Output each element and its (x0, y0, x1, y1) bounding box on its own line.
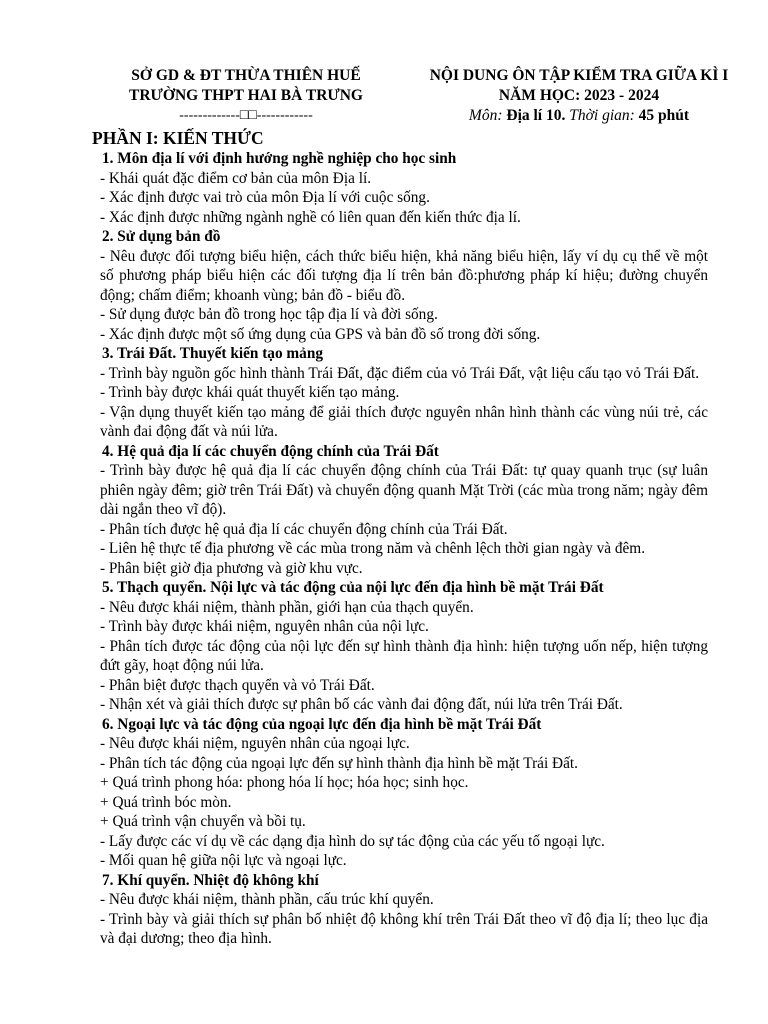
section-item: - Trình bày và giải thích sự phân bố nhiệt độ không khí trên Trái Đất theo vĩ độ địa lí; theo lục địa và đại dương; theo địa hình. (100, 910, 708, 947)
section-item: - Xác định được những ngành nghề có liên quan đến kiến thức địa lí. (100, 208, 521, 226)
section-block (90, 442, 708, 579)
subject-label: Môn: (468, 107, 507, 124)
section-title: 1. Môn địa lí với định hướng nghề nghiệp cho học sinh (102, 150, 457, 167)
section-item: - Trình bày được hệ quả địa lí các chuyển động chính của Trái Đất: tự quay quanh trục (sự luân phiên ngày đêm; giờ trên Trái Đất) và chuyển động quanh Mặt Trời (các mùa trong năm; ngày đêm dài ngắn theo vĩ độ). (100, 462, 708, 518)
section-item: - Phân biệt giờ địa phương và giờ khu vực. (100, 559, 363, 577)
department-name: SỞ GD & ĐT THỪA THIÊN HUẾ (131, 67, 361, 84)
section-title: 7. Khí quyển. Nhiệt độ không khí (102, 871, 319, 889)
section-item: - Khái quát đặc điểm cơ bản của môn Địa lí. (100, 169, 372, 187)
section-block (90, 227, 708, 344)
section-item: - Phân tích được hệ quả địa lí các chuyển động chính của Trái Đất. (100, 520, 508, 538)
exam-title: NỘI DUNG ÔN TẬP KIỂM TRA GIỮA KÌ I (429, 67, 729, 84)
section-item: - Vận dụng thuyết kiến tạo mảng để giải thích được nguyên nhân hình thành các vùng núi trẻ, các vành đai động đất và núi lửa. (100, 403, 708, 440)
section-item: + Quá trình bóc mòn. (100, 793, 232, 811)
sections-list (90, 149, 708, 949)
school-header (96, 66, 396, 126)
section-item: - Liên hệ thực tế địa phương về các mùa trong năm và chênh lệch thời gian ngày và đêm. (100, 540, 646, 557)
section-item: - Xác định được vai trò của môn Địa lí với cuộc sống. (100, 189, 430, 206)
section-item: + Quá trình phong hóa: phong hóa lí học; hóa học; sinh học. (100, 774, 469, 791)
section-item: - Nêu được đối tượng biểu hiện, cách thức biểu hiện, khả năng biểu hiện, lấy ví dụ cụ thể về một số phương pháp biểu hiện các đối tượng địa lí trên bản đồ:phương pháp kí hiệu; đường chuyển động; chấm điểm; khoanh vùng; bản đồ - biểu đồ. (100, 247, 708, 304)
section-item: - Nêu được khái niệm, thành phần, cấu trúc khí quyển. (100, 891, 434, 908)
time-label: Thời gian: (565, 107, 639, 124)
section-title: 5. Thạch quyển. Nội lực và tác động của nội lực đến địa hình bề mặt Trái Đất (102, 579, 604, 596)
section-block (90, 715, 708, 871)
subject-value: Địa lí 10. (506, 107, 566, 124)
section-block (90, 578, 708, 715)
section-item: - Xác định được một số ứng dụng của GPS và bản đồ số trong đời sống. (100, 325, 541, 343)
section-item: - Phân tích tác động của ngoại lực đến sự hình thành địa hình bề mặt Trái Đất. (100, 754, 578, 772)
header-separator: -------------□□------------ (179, 108, 313, 123)
section-title: 3. Trái Đất. Thuyết kiến tạo mảng (102, 345, 323, 362)
subject-line (404, 106, 754, 126)
section-title: 2. Sử dụng bản đồ (102, 228, 221, 245)
exam-header (404, 66, 754, 126)
section-item: - Trình bày nguồn gốc hình thành Trái Đất, đặc điểm của vỏ Trái Đất, vật liệu cấu tạo vỏ Trái Đất. (100, 364, 700, 382)
time-value: 45 phút (638, 107, 690, 124)
section-item: - Trình bày được khái quát thuyết kiến tạo mảng. (100, 384, 400, 401)
section-item: - Phân biệt được thạch quyển và vỏ Trái Đất. (100, 676, 375, 694)
section-item: - Lấy được các ví dụ về các dạng địa hình do sự tác động của các yếu tố ngoại lực. (100, 832, 605, 850)
section-item: + Quá trình vận chuyển và bồi tụ. (100, 813, 306, 830)
section-block (90, 344, 708, 442)
section-item: - Trình bày được khái niệm, nguyên nhân của nội lực. (100, 618, 429, 635)
section-title: 4. Hệ quả địa lí các chuyển động chính của Trái Đất (102, 442, 439, 460)
section-title: 6. Ngoại lực và tác động của ngoại lực đến địa hình bề mặt Trái Đất (102, 715, 542, 733)
document-body (90, 127, 708, 949)
section-item: - Nhận xét và giải thích được sự phân bố các vành đai động đất, núi lửa trên Trái Đất. (100, 696, 623, 713)
section-block (90, 871, 708, 949)
section-item: - Sử dụng được bản đồ trong học tập địa lí và đời sống. (100, 306, 438, 323)
section-item: - Nêu được khái niệm, nguyên nhân của ngoại lực. (100, 735, 410, 752)
section-block (90, 149, 708, 227)
part-title: PHẦN I: KIẾN THỨC (92, 128, 264, 148)
school-name: TRƯỜNG THPT HAI BÀ TRƯNG (129, 87, 363, 104)
section-item: - Phân tích được tác động của nội lực đến sự hình thành địa hình: hiện tượng uốn nếp, hiện tượng đứt gãy, hoạt động núi lửa. (100, 637, 708, 674)
section-item: - Nêu được khái niệm, thành phần, giới hạn của thạch quyển. (100, 598, 474, 616)
school-year: NĂM HỌC: 2023 - 2024 (498, 87, 660, 104)
section-item: - Mối quan hệ giữa nội lực và ngoại lực. (100, 852, 347, 869)
